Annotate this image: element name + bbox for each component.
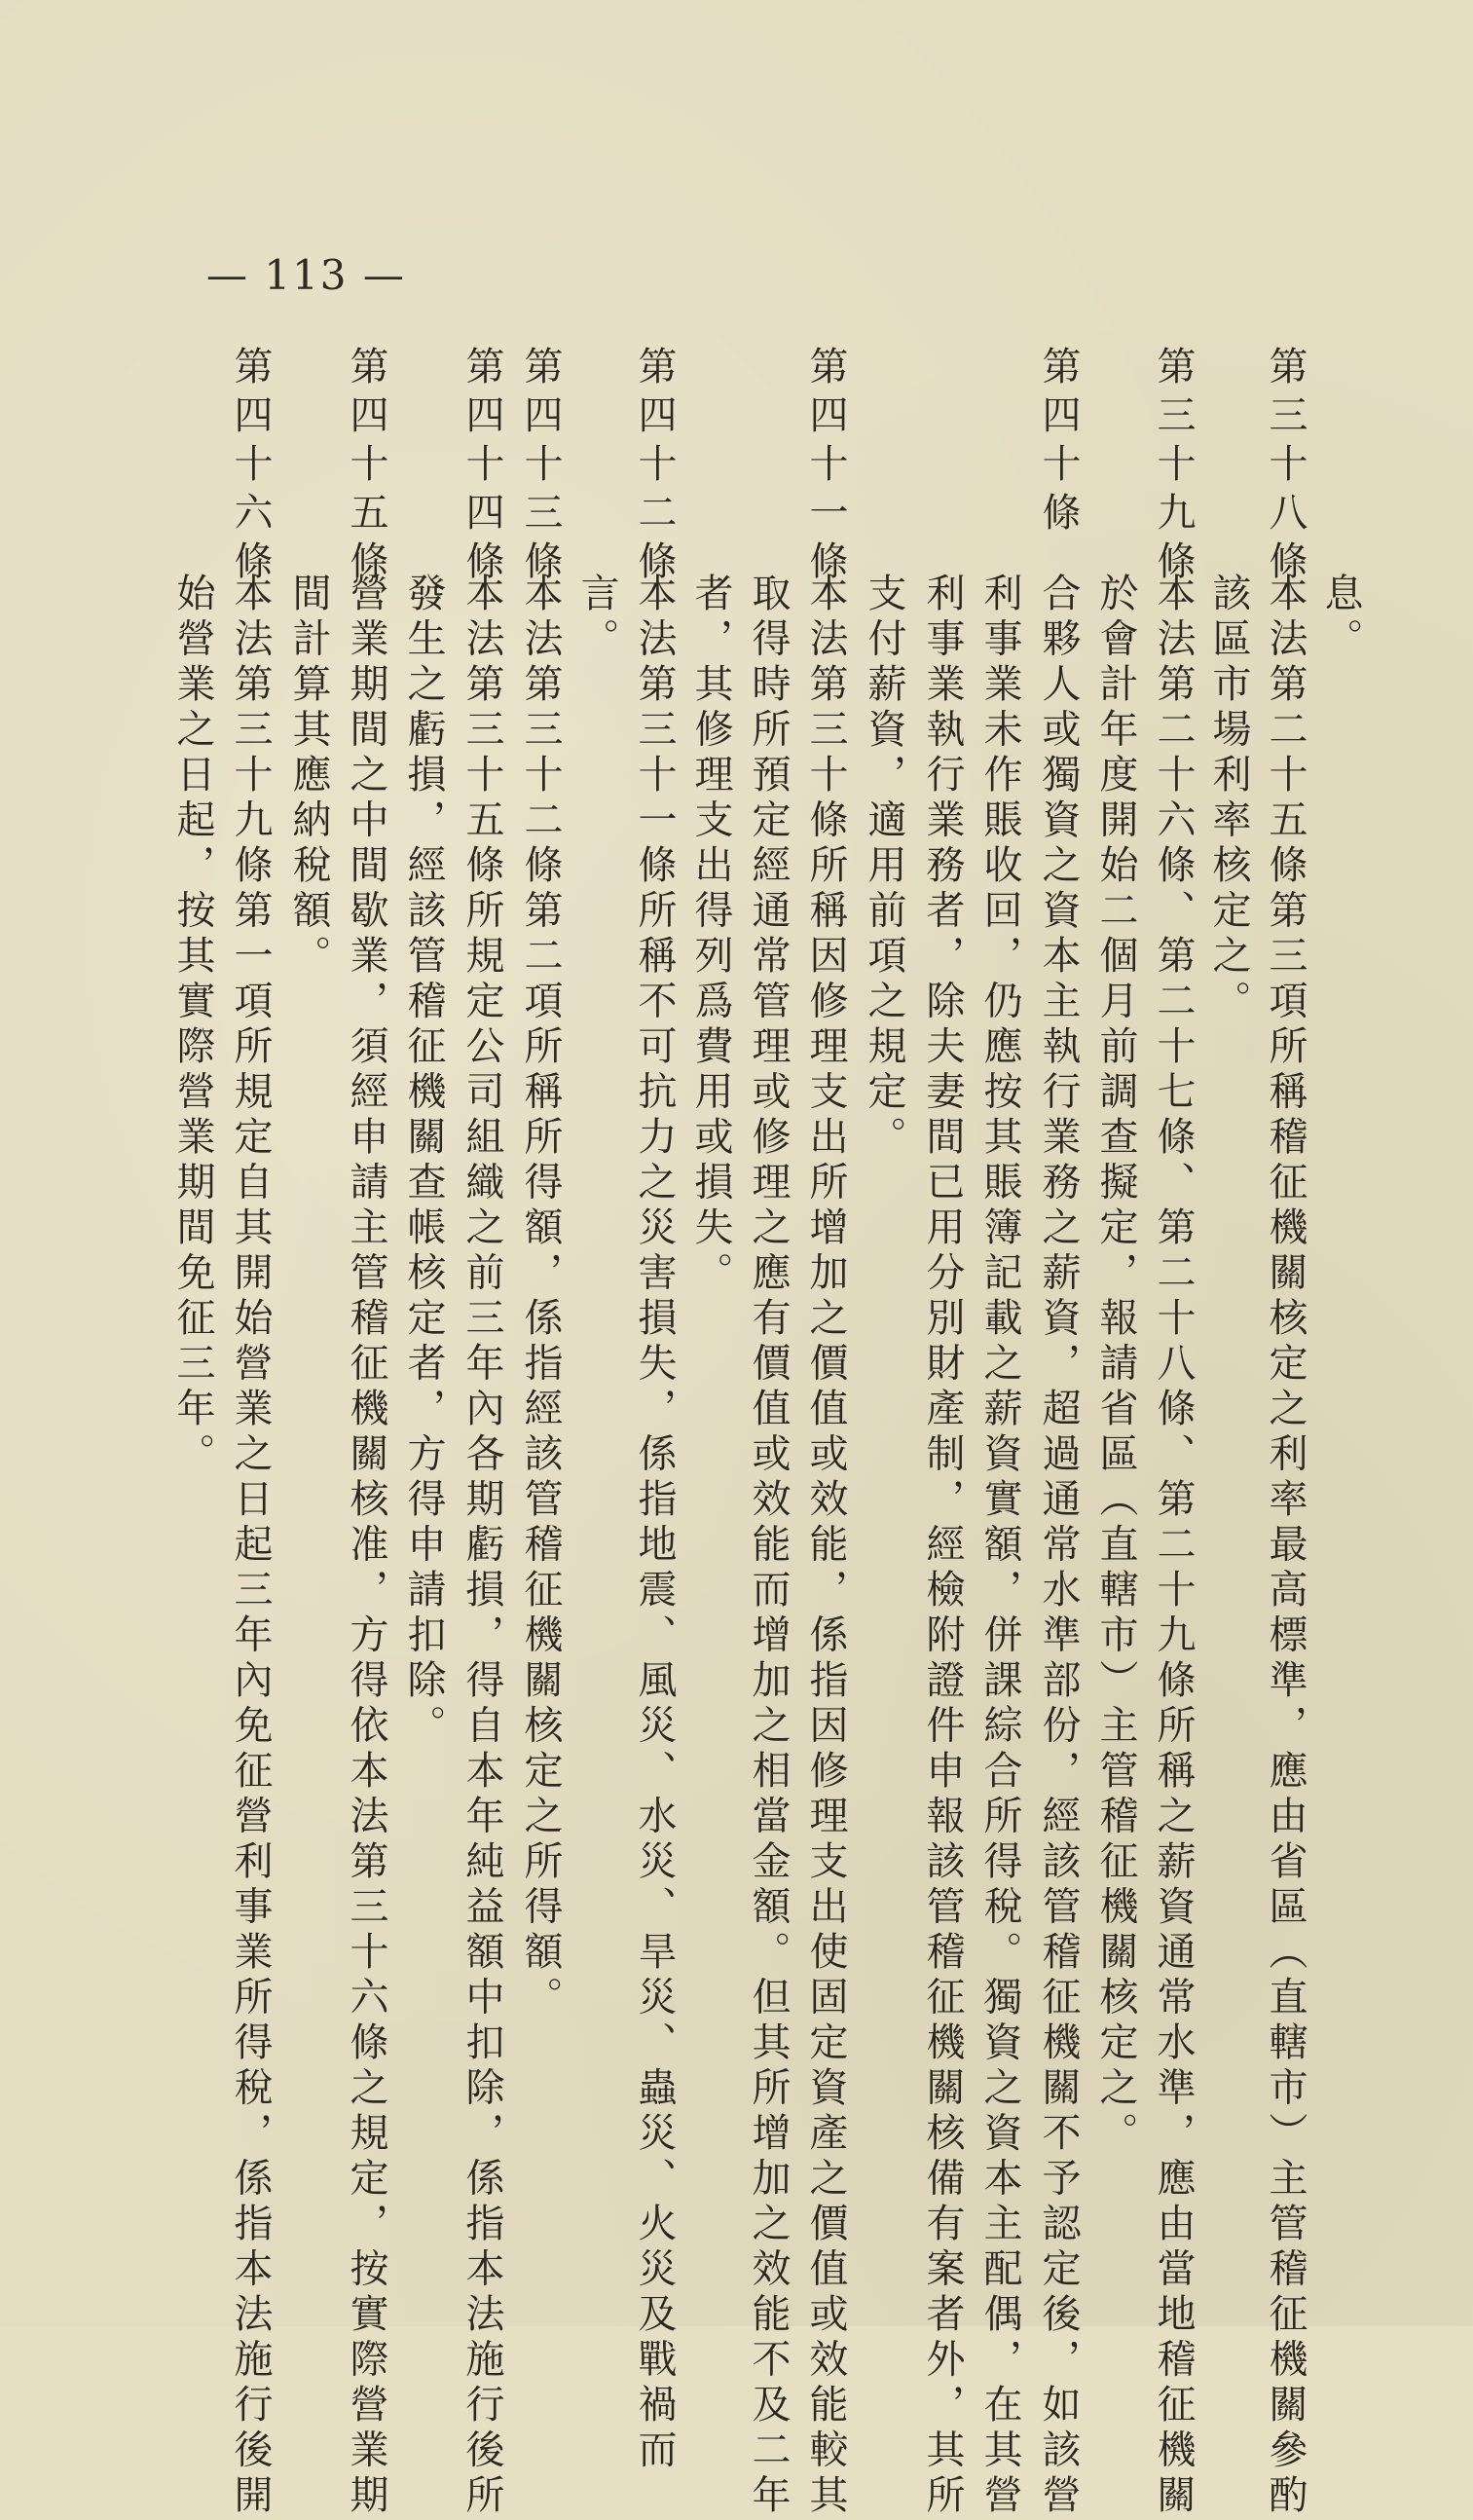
- article-40-text: 合夥人或獨資之資本主執行業務之薪資，超過通常水準部份，經該管稽征機關不予認定後，如該營: [1036, 573, 1081, 2520]
- article-41-text: 者，其修理支出得列爲費用或損失。: [688, 573, 733, 1297]
- article-44-text: 本法第三十五條所規定公司組織之前三年內各期虧損，得自本年純益額中扣除，係指本法施行後所: [460, 573, 504, 2520]
- article-42-label: 第四十二條: [632, 346, 677, 589]
- article-39-text: 本法第二十六條、第二十七條、第二十八條、第二十九條所稱之薪資通常水準，應由當地稽征機關: [1151, 573, 1196, 2520]
- article-38-text: 本法第二十五條第三項所稱稽征機關核定之利率最高標準，應由省區（直轄市）主管稽征機關參酌: [1263, 573, 1307, 2520]
- article-41-text: 本法第三十條所稱因修理支出所增加之價值或效能，係指因修理支出使固定資產之價值或效能較其: [803, 573, 848, 2520]
- article-46-text: 始營業之日起，按其實際營業期間免征三年。: [170, 573, 215, 1478]
- article-40-text: 利事業執行業務者，除夫妻間已用分別財產制，經檢附證件申報該管稽征機關核備有案者外，其所: [920, 573, 965, 2520]
- article-38-text: 該區市場利率核定之。: [1206, 573, 1251, 1025]
- article-44-text: 發生之虧損，經該管稽征機關查帳核定者，方得申請扣除。: [401, 573, 446, 1750]
- article-42-text: 言。: [574, 573, 619, 663]
- article-40-text: 利事業未作賬收回，仍應按其賬簿記載之薪資實額，併課綜合所得稅。獨資之資本主配偶，在其營: [977, 573, 1022, 2520]
- article-39-text: 於會計年度開始二個月前調查擬定，報請省區（直轄市）主管稽征機關核定之。: [1093, 573, 1138, 2158]
- article-44-label: 第四十四條: [460, 346, 504, 589]
- article-39-label: 第三十九條: [1151, 346, 1196, 589]
- article-46-label: 第四十六條: [228, 346, 273, 589]
- article-45-label: 第四十五條: [344, 346, 388, 589]
- article-45-text: 間計算其應納稅額。: [286, 573, 331, 981]
- article-42-text: 本法第三十一條所稱不可抗力之災害損失，係指地震、風災、水災、旱災、蟲災、火災及戰禍而: [632, 573, 677, 2474]
- article-41-label: 第四十一條: [803, 346, 848, 589]
- article-45-text: 營業期間之中間歇業，須經申請主管稽征機關核准，方得依本法第三十六條之規定，按實際營業期: [344, 573, 388, 2520]
- article-40-text: 支付薪資，適用前項之規定。: [862, 573, 906, 1162]
- page-number: — 113 —: [206, 251, 406, 299]
- article-38-label: 第三十八條: [1263, 346, 1307, 589]
- continuation-text: 息。: [1318, 573, 1363, 663]
- article-43-text: 本法第三十二條第二項所稱所得額，係指經該管稽征機關核定之所得額。: [518, 573, 563, 2021]
- article-46-text: 本法第三十九條第一項所規定自其開始營業之日起三年內免征營利事業所得稅，係指本法施行後開: [228, 573, 273, 2520]
- article-40-label: 第四十條: [1036, 346, 1081, 540]
- article-43-label: 第四十三條: [518, 346, 563, 589]
- article-41-text: 取得時所預定經通常管理或修理之應有價值或效能而增加之相當金額。但其所增加之效能不及二年: [746, 573, 791, 2520]
